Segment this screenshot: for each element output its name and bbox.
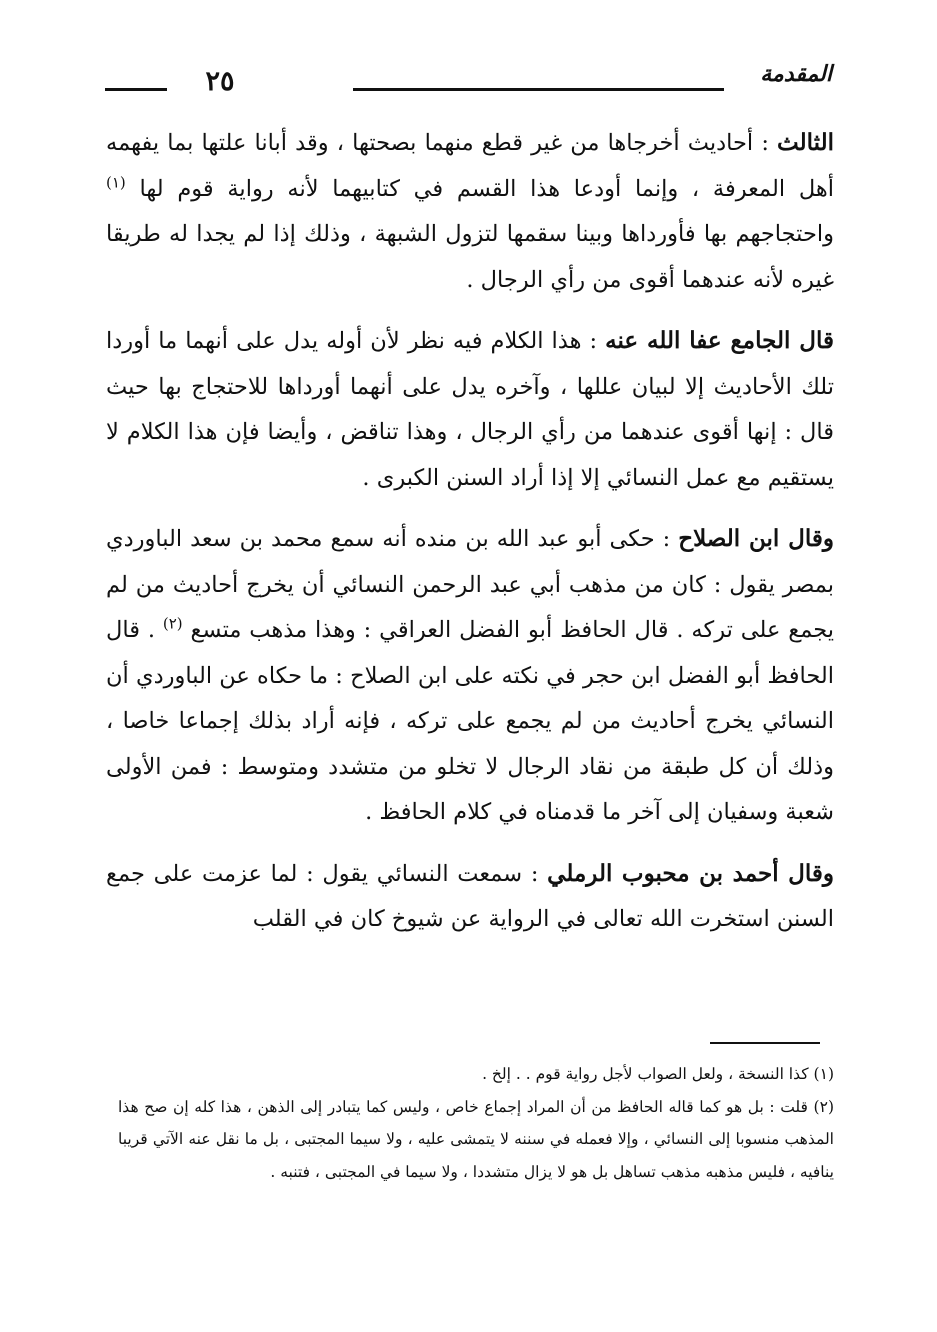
- paragraph-text: . قال الحافظ أبو الفضل ابن حجر في نكته على ابن الصلاح : ما حكاه عن الباوردي أن النسائي يخرج أحاديث من لم يجمع على تركه ، فإنه أراد بذلك إجماعا خاصا ، وذلك أن كل طبقة من نقاد الرجال لا تخلو من متشدد ومتوسط : فمن الأولى شعبة وسفيان إلى آخر ما قدمناه في كلام الحافظ .: [106, 617, 834, 825]
- separator: :: [753, 130, 778, 156]
- separator: :: [522, 860, 548, 887]
- paragraph-text: هذا الكلام فيه نظر لأن أوله يدل على أنهما ما أوردا تلك الأحاديث إلا لبيان عللها ، وآخره يدل على أنهما أورداها للاحتجاج بها حيث قال : إنها أقوى عندهما من رأي الرجال ، وهذا تناقض ، وأيضا فإن هذا الكلام لا يستقيم مع عمل النسائي إلا إذا أراد السنن الكبرى .: [106, 328, 834, 491]
- footnote-divider: [710, 1042, 820, 1044]
- footnote-2: (٢) قلت : بل هو كما قاله الحافظ من أن المراد إجماع خاص ، وليس كما يتبادر إلى الذهن ، هذا كله إن صح هذا المذهب منسوبا إلى النسائي ، وإلا فعمله في سننه لا يتمشى عليه ، ولا سيما المجتبى ، بل ما نقل عنه الآتي قريبا ينافيه ، فليس مذهبه مذهب تساهل بل هو لا يزال متشددا ، ولا سيما في المجتبى ، فتنبه .: [118, 1097, 834, 1181]
- page-number: ٢٥: [205, 66, 235, 97]
- header-rule-right: [353, 88, 724, 91]
- separator: :: [654, 526, 679, 552]
- paragraph-compiler: [106, 318, 834, 501]
- running-title: المقدمة: [760, 62, 832, 87]
- footnotes: [118, 1058, 834, 1188]
- separator: :: [581, 328, 606, 354]
- paragraph-lead: وقال ابن الصلاح: [678, 525, 834, 552]
- paragraph-lead: قال الجامع عفا الله عنه: [605, 327, 834, 354]
- paragraph-lead: وقال أحمد بن محبوب الرملي: [547, 859, 835, 887]
- paragraph-lead: الثالث: [777, 129, 834, 156]
- paragraph-ramli: [106, 851, 834, 943]
- paragraph-text: سمعت النسائي يقول : لما عزمت على جمع السنن استخرت الله تعالى في الرواية عن شيوخ كان في القلب: [106, 860, 834, 932]
- footnote-reference[interactable]: (١): [106, 173, 126, 191]
- header-rule-left: [105, 88, 167, 91]
- main-text: [106, 120, 834, 958]
- page-header: [105, 56, 832, 106]
- footnote-1: (١) كذا النسخة ، ولعل الصواب لأجل رواية قوم . . إلخ .: [482, 1065, 834, 1083]
- footnote-reference[interactable]: (٢): [162, 614, 183, 633]
- paragraph-text: واحتجاجهم بها فأورداها وبينا سقمها لتزول الشبهة ، وذلك إذا لم يجدا له طريقا غيره لأنه عندهما أقوى من رأي الرجال .: [106, 221, 834, 293]
- paragraph-text: أحاديث أخرجاها من غير قطع منهما بصحتها ، وقد أبانا علتها بما يفهمه أهل المعرفة ، وإنما أودعا هذا القسم في كتابيهما لأنه رواية قوم لها: [106, 130, 834, 202]
- paragraph-ibn-salah: [106, 516, 834, 836]
- paragraph-text: حكى أبو عبد الله بن منده أنه سمع محمد بن سعد الباوردي بمصر يقول : كان من مذهب أبي عبد الرحمن النسائي أن يخرج أحاديث من لم يجمع على تركه . قال الحافظ أبو الفضل العراقي : وهذا مذهب متسع: [106, 526, 835, 643]
- paragraph-third: [106, 120, 834, 303]
